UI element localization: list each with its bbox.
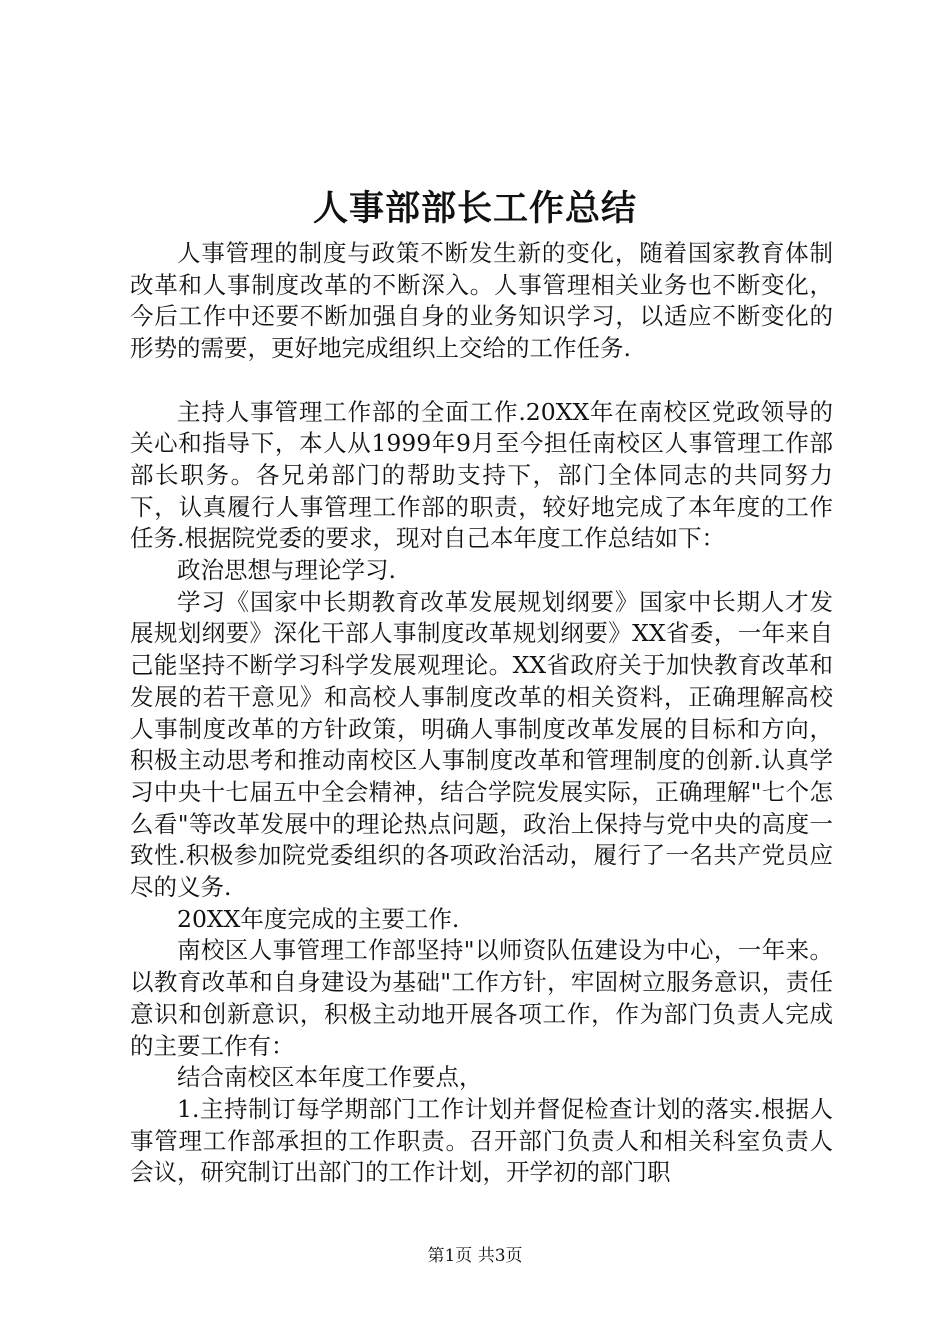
paragraph-key-points: 结合南校区本年度工作要点， xyxy=(177,1063,483,1092)
section-heading-main-work: 20XX年度完成的主要工作. xyxy=(177,904,460,933)
section-heading-political: 政治思想与理论学习. xyxy=(177,556,396,585)
paragraph-item-1: 1.主持制订每学期部门工作计划并督促检查计划的落实.根据人事管理工作部承担的工作职责。召开部门负责人和相关科室负责人会议，研究制订出部门的工作计划，开学初的部门职 xyxy=(130,1094,833,1187)
page-footer: 第1页 共3页 xyxy=(427,1246,523,1266)
paragraph-overview: 主持人事管理工作部的全面工作.20XX年在南校区党政领导的关心和指导下，本人从1999年9月至今担任南校区人事管理工作部部长职务。各兄弟部门的帮助支持下，部门全体同志的共同努力下，认真履行人事管理工作部的职责，较好地完成了本年度的工作任务.根据院党委的要求，现对自己本年度工作总结如下： xyxy=(130,397,833,553)
paragraph-study: 学习《国家中长期教育改革发展规划纲要》国家中长期人才发展规划纲要》深化干部人事制度改革规划纲要》XX省委，一年来自己能坚持不断学习科学发展观理论。XX省政府关于加快教育改革和发展的若干意见》和高校人事制度改革的相关资料，正确理解高校人事制度改革的方针政策，明确人事制度改革发展的目标和方向，积极主动思考和推动南校区人事制度改革和管理制度的创新.认真学习中央十七届五中全会精神，结合学院发展实际，正确理解"七个怎么看"等改革发展中的理论热点问题，政治上保持与党中央的高度一致性.积极参加院党委组织的各项政治活动，履行了一名共产党员应尽的义务. xyxy=(130,587,833,902)
paragraph-intro: 人事管理的制度与政策不断发生新的变化，随着国家教育体制改革和人事制度改革的不断深入。人事管理相关业务也不断变化，今后工作中还要不断加强自身的业务知识学习，以适应不断变化的形势的需要，更好地完成组织上交给的工作任务. xyxy=(130,239,833,363)
document-title: 人事部部长工作总结 xyxy=(312,188,637,229)
document-body xyxy=(130,238,833,1189)
paragraph-main-work: 南校区人事管理工作部坚持"以师资队伍建设为中心，一年来。以教育改革和自身建设为基础"工作方针，牢固树立服务意识，责任意识和创新意识，积极主动地开展各项工作，作为部门负责人完成的主要工作有： xyxy=(130,936,833,1060)
